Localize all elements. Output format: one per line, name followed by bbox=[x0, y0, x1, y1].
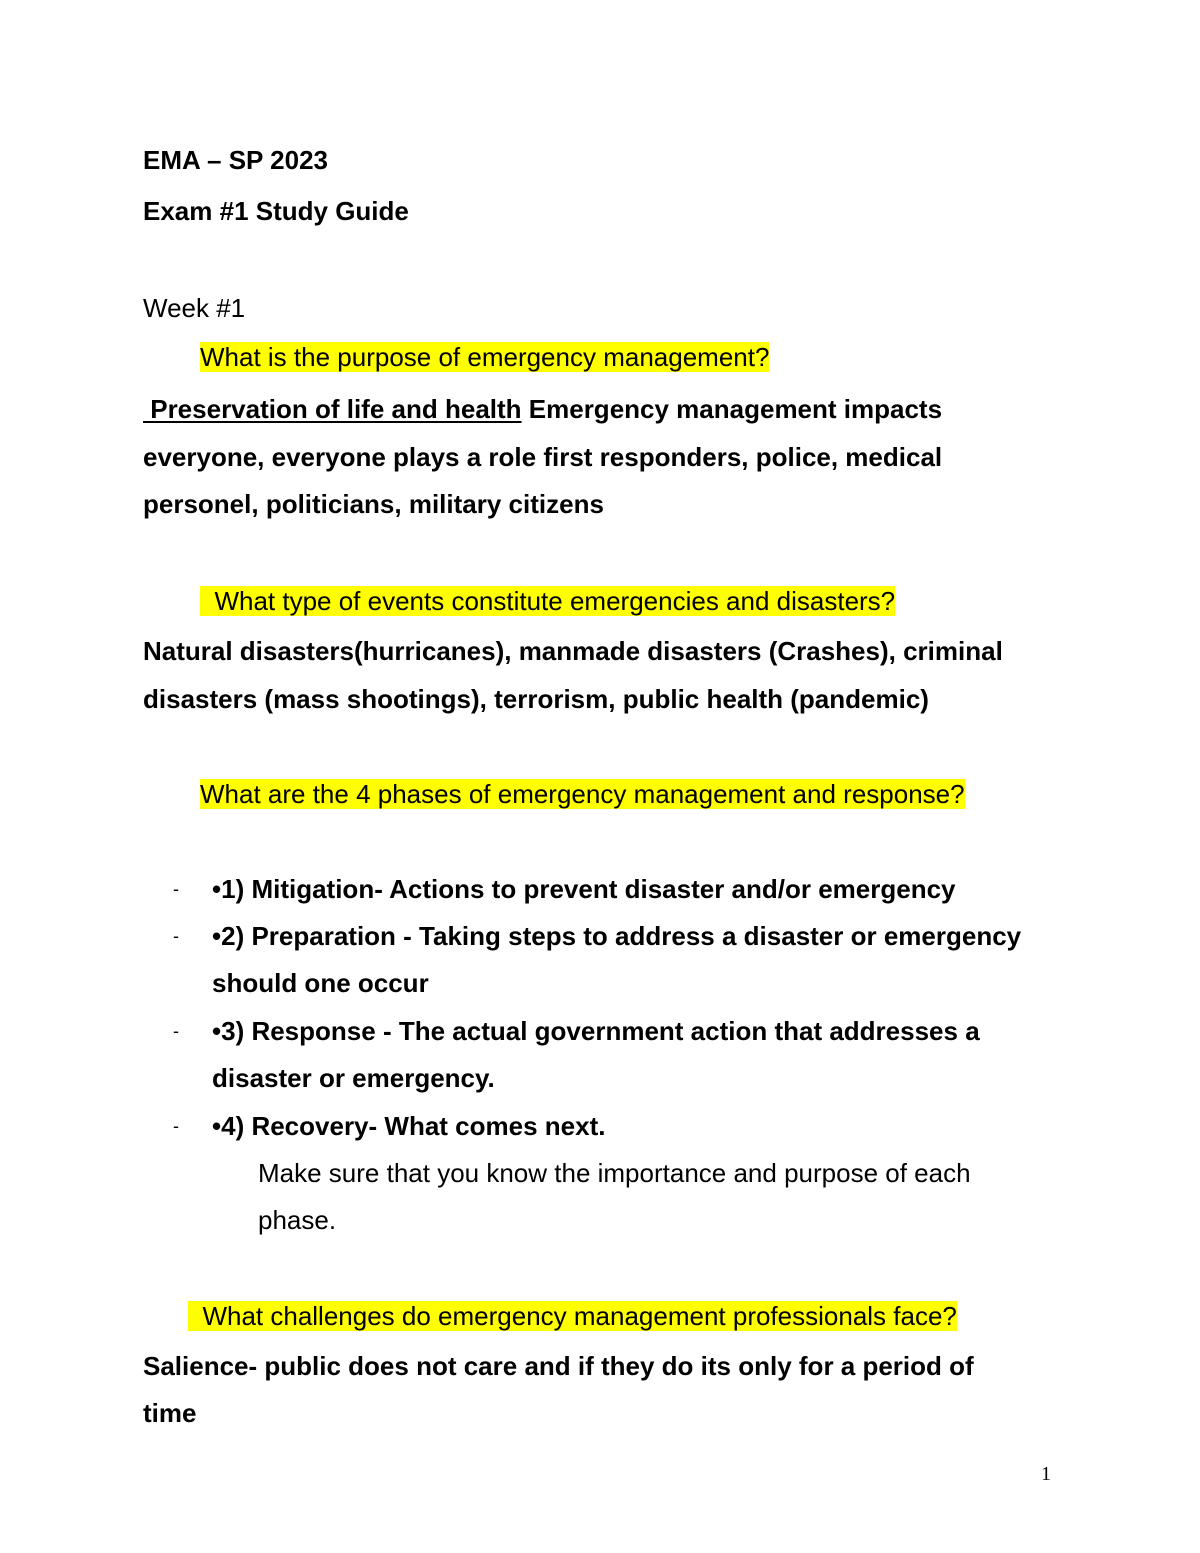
answer-challenges-line-1: Salience- public does not care and if they do its only for a period of bbox=[143, 1351, 974, 1381]
answer-purpose-line-3: personel, politicians, military citizens bbox=[143, 489, 604, 519]
course-heading: EMA – SP 2023 bbox=[143, 145, 328, 175]
list-dash: - bbox=[173, 879, 179, 899]
answer-events-line-2: disasters (mass shootings), terrorism, public health (pandemic) bbox=[143, 684, 929, 714]
phase-response-label: •3) Response bbox=[212, 1016, 376, 1046]
phase-recovery-label: •4) Recovery bbox=[212, 1111, 369, 1141]
question-events-text: What type of events constitute emergencies and disasters? bbox=[200, 586, 896, 616]
phase-response-text: - The actual government action that addresses a bbox=[375, 1016, 980, 1046]
question-purpose bbox=[200, 340, 769, 374]
list-dash: - bbox=[173, 926, 179, 946]
phase-preparation-label: •2) Preparation bbox=[212, 921, 396, 951]
phase-response bbox=[212, 1014, 980, 1048]
document-title: Exam #1 Study Guide bbox=[143, 196, 409, 226]
page-number: 1 bbox=[1041, 1463, 1051, 1485]
phase-recovery-text: - What comes next. bbox=[368, 1111, 606, 1141]
phase-mitigation-text: - Actions to prevent disaster and/or emergency bbox=[374, 874, 956, 904]
phases-note-line-1: Make sure that you know the importance and purpose of each bbox=[258, 1158, 971, 1188]
answer-purpose-line-2: everyone, everyone plays a role first responders, police, medical bbox=[143, 442, 943, 472]
phase-preparation-continuation: should one occur bbox=[212, 968, 429, 998]
list-dash: - bbox=[173, 1021, 179, 1041]
question-phases-text: What are the 4 phases of emergency management and response? bbox=[200, 779, 965, 809]
phases-note-line-2: phase. bbox=[258, 1205, 337, 1235]
phase-preparation bbox=[212, 919, 1021, 953]
list-dash: - bbox=[173, 1116, 179, 1136]
phase-response-continuation: disaster or emergency. bbox=[212, 1063, 495, 1093]
question-purpose-text: What is the purpose of emergency management? bbox=[200, 342, 770, 372]
phase-mitigation bbox=[212, 872, 956, 906]
question-challenges-text: What challenges do emergency management professionals face? bbox=[188, 1301, 957, 1331]
question-challenges bbox=[188, 1299, 957, 1333]
phase-recovery bbox=[212, 1109, 605, 1143]
answer-events-line-1: Natural disasters(hurricanes), manmade disasters (Crashes), criminal bbox=[143, 636, 1003, 666]
answer-purpose-rest: Emergency management impacts bbox=[521, 394, 943, 424]
phase-mitigation-label: •1) Mitigation bbox=[212, 874, 375, 904]
question-phases bbox=[200, 777, 965, 811]
answer-purpose-line-1 bbox=[143, 392, 942, 426]
question-events bbox=[200, 584, 895, 618]
answer-challenges-line-2: time bbox=[143, 1398, 197, 1428]
week-label: Week #1 bbox=[143, 293, 246, 323]
answer-purpose-underlined: Preservation of life and health bbox=[143, 394, 522, 424]
phase-preparation-text: - Taking steps to address a disaster or emergency bbox=[395, 921, 1022, 951]
